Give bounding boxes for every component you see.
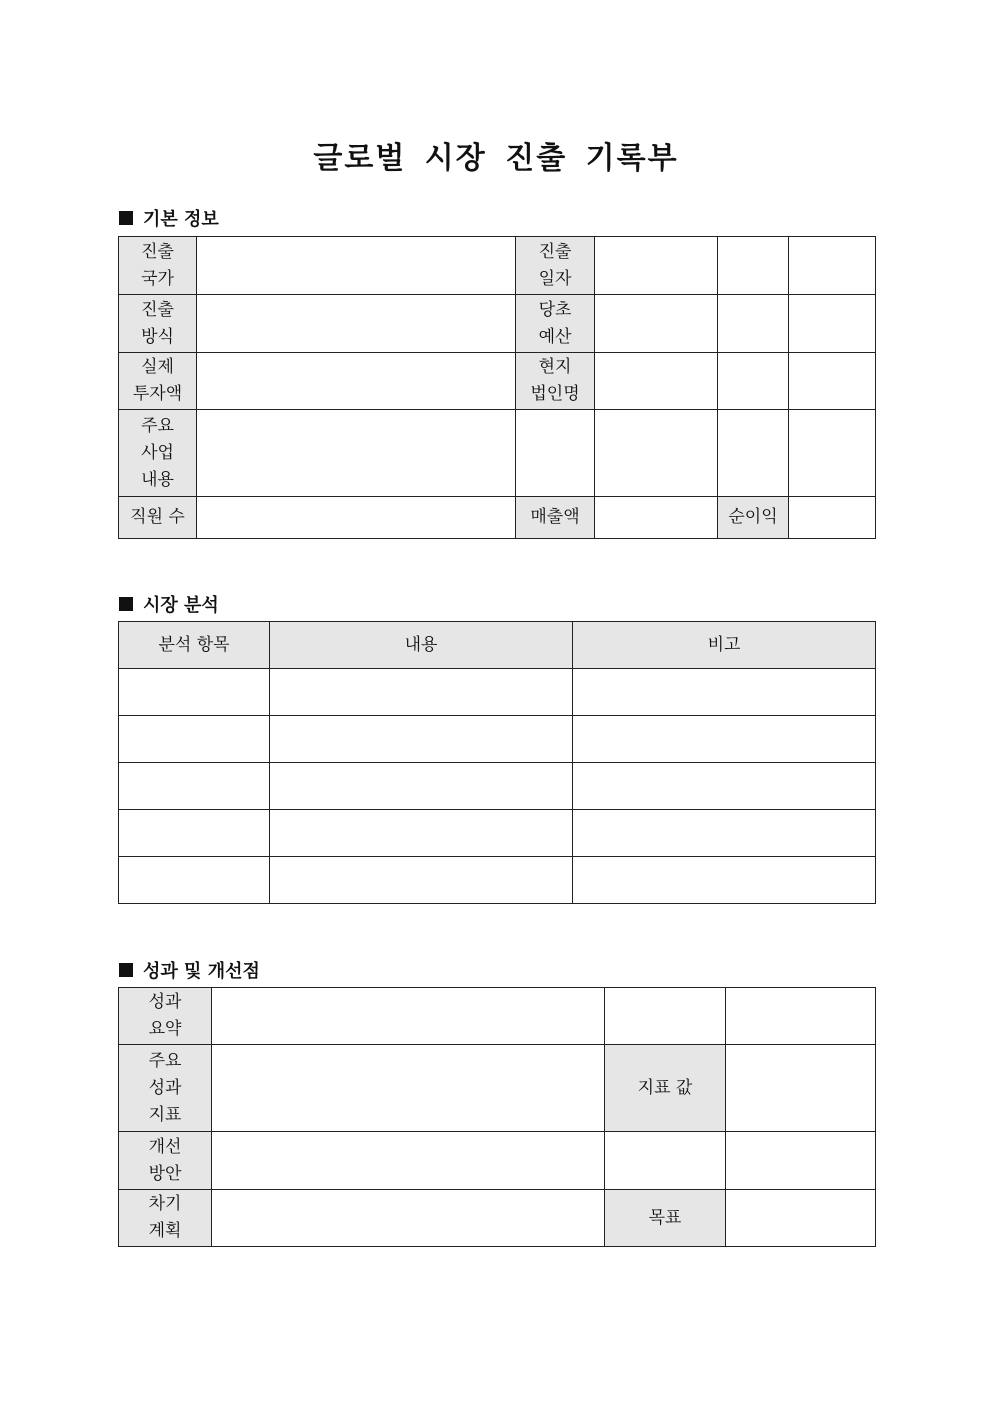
entry-date-field[interactable] [595, 237, 718, 295]
table-header-row [119, 622, 876, 669]
blank-cell[interactable] [789, 295, 876, 353]
column-header-content: 내용 [270, 622, 573, 669]
table-row [119, 1045, 876, 1132]
column-header-remarks: 비고 [573, 622, 876, 669]
square-bullet-icon [119, 963, 133, 977]
section-heading-label: 기본 정보 [143, 209, 219, 230]
table-row [119, 763, 876, 810]
section-heading-basic-info [119, 205, 219, 231]
item-cell[interactable] [119, 716, 270, 763]
content-cell[interactable] [270, 669, 573, 716]
table-row [119, 716, 876, 763]
remarks-cell[interactable] [573, 716, 876, 763]
method-field[interactable] [197, 295, 516, 353]
table-row [119, 497, 876, 539]
entry-date-label: 진출 일자 [516, 237, 595, 295]
country-label: 진출 국가 [119, 237, 197, 295]
summary-label: 성과 요약 [119, 988, 212, 1045]
item-cell[interactable] [119, 810, 270, 857]
kpi-field[interactable] [212, 1045, 605, 1132]
target-field[interactable] [726, 1190, 876, 1247]
kpi-label: 주요 성과 지표 [119, 1045, 212, 1132]
blank-cell[interactable] [718, 353, 789, 410]
blank-cell[interactable] [516, 410, 595, 497]
employees-field[interactable] [197, 497, 516, 539]
blank-cell[interactable] [789, 410, 876, 497]
revenue-label: 매출액 [516, 497, 595, 539]
main-business-label: 주요 사업 내용 [119, 410, 197, 497]
blank-cell[interactable] [718, 410, 789, 497]
performance-table [118, 987, 876, 1247]
table-row [119, 1132, 876, 1190]
method-label: 진출 방식 [119, 295, 197, 353]
blank-cell[interactable] [595, 410, 718, 497]
section-heading-market-analysis [119, 591, 219, 617]
blank-cell[interactable] [789, 353, 876, 410]
country-field[interactable] [197, 237, 516, 295]
next-plan-label: 차기 계획 [119, 1190, 212, 1247]
remarks-cell[interactable] [573, 810, 876, 857]
remarks-cell[interactable] [573, 763, 876, 810]
remarks-cell[interactable] [573, 857, 876, 904]
remarks-cell[interactable] [573, 669, 876, 716]
content-cell[interactable] [270, 810, 573, 857]
kpi-value-label: 지표 값 [605, 1045, 726, 1132]
content-cell[interactable] [270, 857, 573, 904]
revenue-field[interactable] [595, 497, 718, 539]
item-cell[interactable] [119, 763, 270, 810]
blank-cell[interactable] [605, 1132, 726, 1190]
net-profit-field[interactable] [789, 497, 876, 539]
blank-cell[interactable] [726, 988, 876, 1045]
table-row [119, 857, 876, 904]
blank-cell[interactable] [718, 295, 789, 353]
content-cell[interactable] [270, 763, 573, 810]
employees-label: 직원 수 [119, 497, 197, 539]
target-label: 목표 [605, 1190, 726, 1247]
local-corp-field[interactable] [595, 353, 718, 410]
blank-cell[interactable] [726, 1132, 876, 1190]
local-corp-label: 현지 법인명 [516, 353, 595, 410]
actual-investment-field[interactable] [197, 353, 516, 410]
table-row [119, 237, 876, 295]
column-header-item: 분석 항목 [119, 622, 270, 669]
section-heading-label: 시장 분석 [143, 595, 219, 616]
improvement-label: 개선 방안 [119, 1132, 212, 1190]
initial-budget-field[interactable] [595, 295, 718, 353]
summary-field[interactable] [212, 988, 605, 1045]
main-business-field[interactable] [197, 410, 516, 497]
square-bullet-icon [119, 211, 133, 225]
square-bullet-icon [119, 597, 133, 611]
blank-cell[interactable] [789, 237, 876, 295]
kpi-value-field[interactable] [726, 1045, 876, 1132]
table-row [119, 353, 876, 410]
page-title: 글로벌 시장 진출 기록부 [313, 141, 679, 176]
section-heading-performance [119, 957, 260, 983]
basic-info-table [118, 236, 876, 539]
blank-cell[interactable] [718, 237, 789, 295]
table-row [119, 1190, 876, 1247]
section-heading-label: 성과 및 개선점 [143, 961, 260, 982]
item-cell[interactable] [119, 669, 270, 716]
table-row [119, 669, 876, 716]
item-cell[interactable] [119, 857, 270, 904]
blank-cell[interactable] [605, 988, 726, 1045]
table-row [119, 295, 876, 353]
net-profit-label: 순이익 [718, 497, 789, 539]
initial-budget-label: 당초 예산 [516, 295, 595, 353]
actual-investment-label: 실제 투자액 [119, 353, 197, 410]
table-row [119, 810, 876, 857]
improvement-field[interactable] [212, 1132, 605, 1190]
table-row [119, 988, 876, 1045]
table-row [119, 410, 876, 497]
next-plan-field[interactable] [212, 1190, 605, 1247]
market-analysis-table [118, 621, 876, 904]
content-cell[interactable] [270, 716, 573, 763]
